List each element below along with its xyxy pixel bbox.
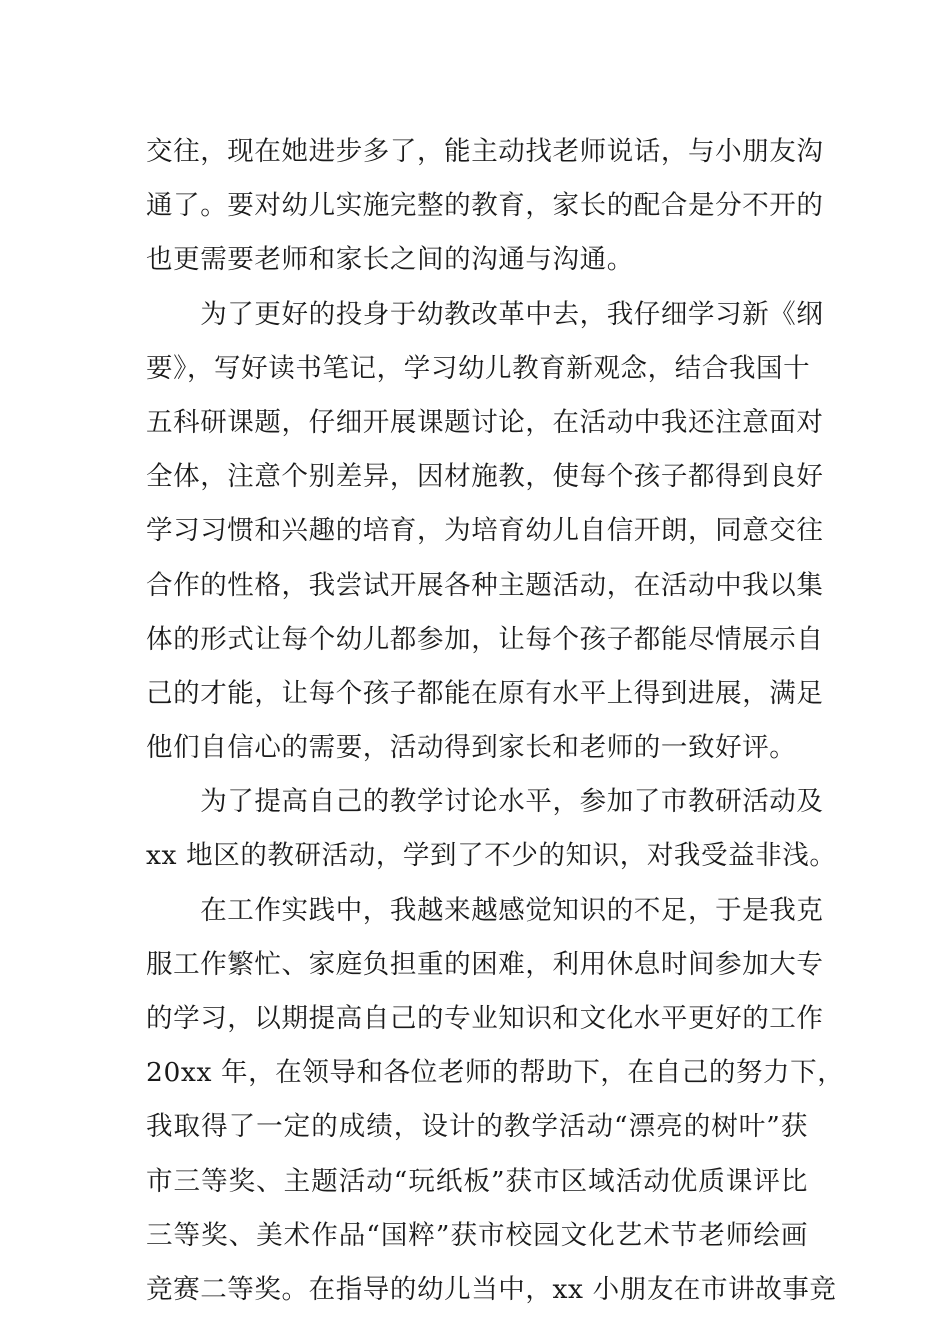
text-line: 全体，注意个别差异，因材施教，使每个孩子都得到良好 <box>146 461 824 493</box>
text-line: 市三等奖、主题活动“玩纸板”获市区域活动优质课评比 <box>146 1165 808 1197</box>
text-line: 也更需要老师和家长之间的沟通与沟通。 <box>146 244 634 276</box>
text-line: 服工作繁忙、家庭负担重的困难，利用休息时间参加大专 <box>146 948 824 980</box>
text-line: 三等奖、美术作品“国粹”获市校园文化艺术节老师绘画 <box>146 1219 808 1251</box>
text-line: 竞赛二等奖。在指导的幼儿当中，xx 小朋友在市讲故事竞 <box>146 1273 837 1305</box>
text-line: 我取得了一定的成绩，设计的教学活动“漂亮的树叶”获 <box>146 1111 808 1143</box>
text-line: 要》，写好读书笔记，学习幼儿教育新观念，结合我国十 <box>146 352 811 384</box>
document-body <box>146 125 845 1317</box>
text-line: 为了提高自己的教学讨论水平，参加了市教研活动及 <box>146 786 824 818</box>
text-line: 在工作实践中，我越来越感觉知识的不足，于是我克 <box>146 894 824 926</box>
text-line: xx 地区的教研活动，学到了不少的知识，对我受益非浅。 <box>146 840 837 872</box>
text-line: 体的形式让每个幼儿都参加，让每个孩子都能尽情展示自 <box>146 623 824 655</box>
text-line: 20xx 年，在领导和各位老师的帮助下，在自己的努力下， <box>146 1057 845 1089</box>
text-line: 己的才能，让每个孩子都能在原有水平上得到进展，满足 <box>146 677 824 709</box>
text-line: 的学习，以期提高自己的专业知识和文化水平更好的工作 <box>146 1003 824 1034</box>
text-line: 通了。要对幼儿实施完整的教育，家长的配合是分不开的 <box>146 190 824 222</box>
text-line: 他们自信心的需要，活动得到家长和老师的一致好评。 <box>146 732 797 764</box>
text-line: 合作的性格，我尝试开展各种主题活动，在活动中我以集 <box>146 569 824 601</box>
text-line: 学习习惯和兴趣的培育，为培育幼儿自信开朗，同意交往 <box>146 515 824 547</box>
text-line: 为了更好的投身于幼教改革中去，我仔细学习新《纲 <box>146 298 824 330</box>
text-line: 交往，现在她进步多了，能主动找老师说话，与小朋友沟 <box>146 136 824 167</box>
text-line: 五科研课题，仔细开展课题讨论，在活动中我还注意面对 <box>146 406 824 438</box>
